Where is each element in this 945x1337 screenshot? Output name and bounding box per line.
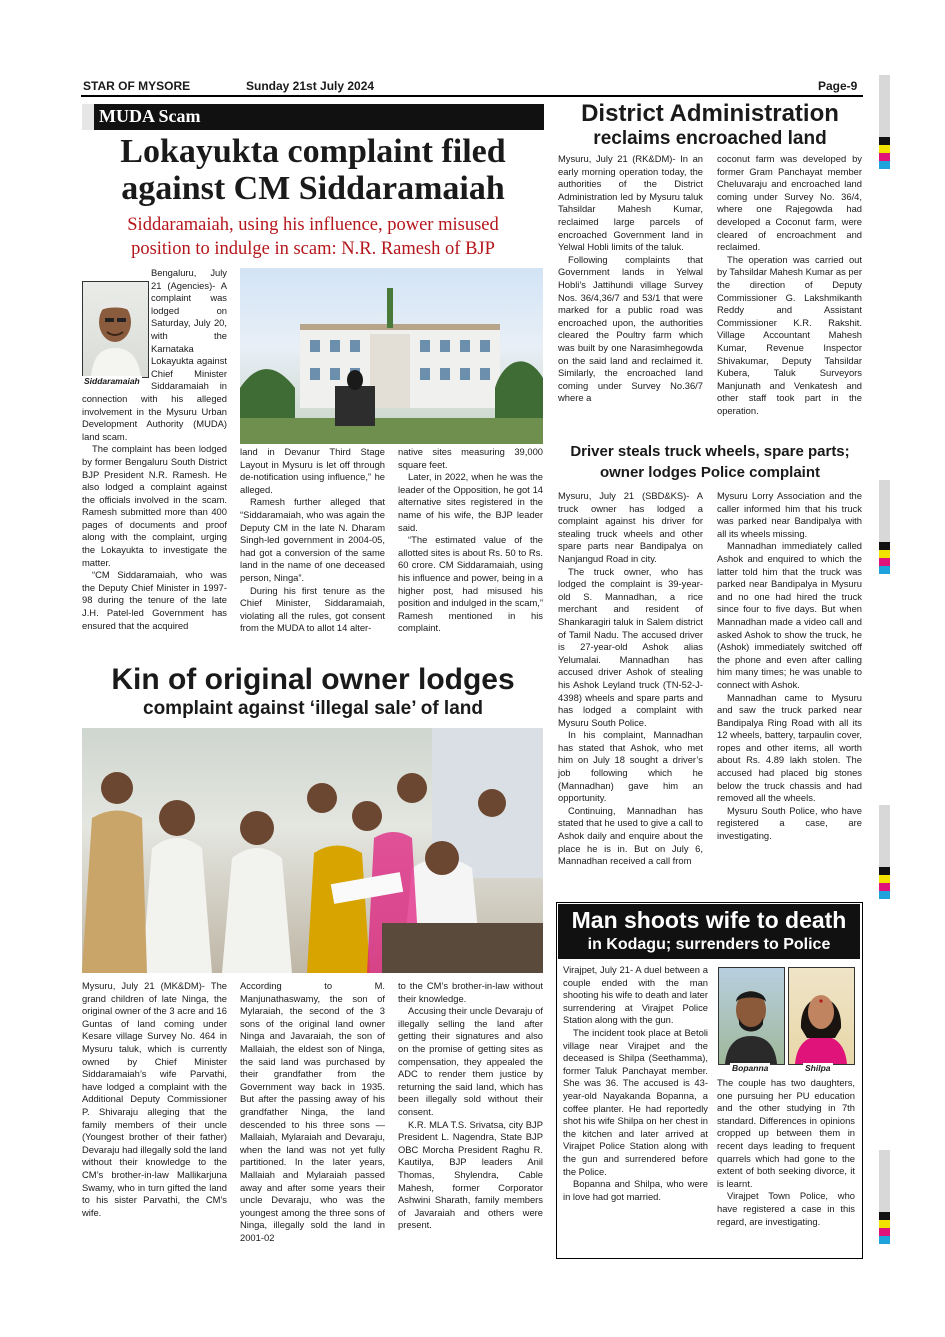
muda-subheadline	[80, 213, 546, 261]
muda-subheadline-line1: Siddaramaiah, using his influence, power misused	[127, 215, 499, 235]
kodagu-column-2	[717, 1077, 855, 1228]
district-col2-para2: The operation was carried out by Tahsildar Mahesh Kumar as per the direction of Deputy Commissioner G. Lakshmikanth Reddy and Assistant Commissioner K.R. Rakshit. Village Accountant Mahesh Kumar, Revenue Inspector Shivakumar, Deputy Tahsildar Kubera, Taluk Surveyors Manjunath and Venkatesh and other staff took part in the operation.	[717, 253, 862, 416]
muda-col1-para2: The complaint has been lodged by former Bengaluru South District BJP President N.R. Ramesh. He also lodged a complaint against the officials involved in the scam. Ramesh submitted more than 400 pages of documents and proof along with the complaint, urging the Lokayukta to investigate the matter.	[82, 443, 227, 568]
district-col2-para1: coconut farm was developed by former Gram Panchayat member Cheluvaraju and encroached land coming under Survey No. 36/4, where one Rajegowda had developed a Coconut farm, were cleared of encroachment and reclaimed.	[717, 153, 862, 253]
masthead-rule	[81, 95, 863, 97]
muda-col2-para2: Ramesh further alleged that “Siddaramaiah, who was again the Deputy CM in the late N. Dharam Singh-led government in 2004-05, had got a conversion of the same land in the name of one deceased person, Ninga”.	[240, 496, 385, 583]
driver-headline-line2: owner lodges Police complaint	[599, 464, 821, 481]
muda-column-2	[240, 446, 385, 635]
district-headline-line1: District Administration	[581, 100, 839, 127]
color-registration-strip-bottom	[879, 1150, 890, 1244]
driver-headline-line1: Driver steals truck wheels, spare parts;	[570, 443, 850, 460]
kin-column-2	[240, 980, 385, 1244]
muda-subheadline-line2: position to indulge in scam: N.R. Ramesh of BJP	[131, 239, 495, 259]
kodagu-col1-para1: Virajpet, July 21- A duel between a couple ended with the man shooting his wife to death and later surrendering at Virajpet Police Station along with the gun.	[563, 964, 708, 1026]
driver-column-2	[717, 490, 862, 843]
district-col1-para1: Mysuru, July 21 (RK&DM)- In an early morning operation today, the authorities of the District Administration led by Mysuru taluk Tahsildar Mahesh Kumar, reclaimed large parcels of encroached Government land in Yelwal Hobli limits of the taluk.	[558, 153, 703, 253]
kodagu-headline-bar	[558, 904, 860, 959]
kin-column-3	[398, 980, 543, 1232]
color-registration-strip-mid	[879, 480, 890, 574]
complaint-submission-photo	[82, 728, 543, 973]
kodagu-col2-para1: The couple has two daughters, one pursuing her PU education and the other studying in 7th standard. Differences in opinions cropped up between them in recent days leading to frequent quarrels which had gone to the extent of both seeking divorce, it is learnt.	[717, 1077, 855, 1189]
siddaramaiah-caption: Siddaramaiah	[84, 376, 140, 386]
shilpa-caption: Shilpa	[805, 1063, 831, 1073]
driver-column-1	[558, 490, 703, 868]
color-registration-strip-low	[879, 805, 890, 899]
district-column-2	[717, 153, 862, 417]
muda-col3-para2: Later, in 2022, when he was the leader of the Opposition, he got 14 alternative sites registered in the name of his wife, the BJP leader said.	[398, 471, 543, 533]
bopanna-photo	[718, 967, 785, 1065]
section-tag-bar	[82, 104, 544, 130]
section-tag: MUDA Scam	[99, 106, 201, 126]
issue-date: Sunday 21st July 2024	[246, 79, 375, 93]
district-headline	[556, 100, 864, 150]
color-registration-strip-top	[879, 75, 890, 169]
kodagu-column-1	[563, 964, 708, 1203]
muda-col1-para1: Bengaluru, July 21 (Agencies)- A complaint was lodged on Saturday, July 20, with the Karnataka Lokayukta against Chief Minister Siddaramaiah in connection with his alleged involvement in the Mysuru Urban Development Authority (MUDA) land scam.	[82, 267, 227, 442]
driver-col1-para3: In his complaint, Mannadhan has stated that Ashok, who met him on July 18 sought a driver’s job following which he (Mannadhan) gave him an opportunity.	[558, 729, 703, 804]
driver-col1-para2: The truck owner, who has lodged the complaint is 39-year-old S. Mannadhan, a rice merchant and resident of Shankaragiri taluk in Salem district of Tamil Nadu. The accused driver is 27-year-old Ashok alias Yelumalai. Mannadhan has accused driver Ashok of stealing his Ashok Leyland truck (TN-52-J-4398) wheels and spare parts and has lodged a complaint with Mysuru South Police.	[558, 565, 703, 728]
paper-name: STAR OF MYSORE	[83, 79, 191, 93]
kin-headline	[80, 663, 546, 721]
muda-col3-para3: “The estimated value of the allotted sites is about Rs. 50 to Rs. 60 crore. CM Siddaramaiah, using his influence and power, being in a higher post, had misused his position and indulged in the scam,” Ramesh mentioned in his complaint.	[398, 534, 543, 634]
kin-headline-line1: Kin of original owner lodges	[111, 663, 515, 696]
district-col1-para2: Following complaints that Government lands in Yelwal Hobli’s Jattihundi village Survey Nos. 36/4,36/7 and 53/1 that were marked for a public road was encroached upon, the authorities cleared the Poultry farm which was built by one Narasimhegowda on the said land and reclaimed it. Similarly, the encroached land coming under Survey No.36/7 where a	[558, 253, 703, 404]
kodagu-headline-line1: Man shoots wife to death	[571, 907, 847, 933]
muda-column-1	[82, 267, 227, 632]
muda-headline	[80, 133, 546, 207]
driver-col1-para1: Mysuru, July 21 (SBD&KS)- A truck owner has lodged a complaint against his driver for stealing truck wheels and other spare parts near Bandipalya on Nanjangud Road in city.	[558, 490, 703, 564]
driver-headline	[556, 441, 864, 483]
driver-col2-para3: Mannadhan came to Mysuru and saw the truck parked near Bandipalya Ring Road with all its 12 wheels, battery, tarpaulin cover, ropes and other items, all worth about Rs. 4.89 lakh stolen. The accused had placed big stones below the truck chassis and had removed all the wheels.	[717, 691, 862, 804]
muda-col3-para1: native sites measuring 39,000 square feet.	[398, 446, 543, 470]
kodagu-col1-para3: Bopanna and Shilpa, who were in love had got married.	[563, 1178, 708, 1202]
shilpa-photo	[788, 967, 855, 1065]
kodagu-col2-para2: Virajpet Town Police, who have registered a case in this regard, are investigating.	[717, 1190, 855, 1227]
muda-col2-para3: During his first tenure as the Chief Minister, Siddaramaiah, violating all the rules, got consent from the MUDA to allot 14 alter-	[240, 584, 385, 634]
district-column-1	[558, 153, 703, 405]
muda-headline-line1: Lokayukta complaint filed	[120, 133, 506, 170]
kin-column-1	[82, 980, 227, 1219]
kin-col3-para3: K.R. MLA T.S. Srivatsa, city BJP President L. Nagendra, State BJP OBC Morcha President Raghu R. Kautilya, BJP leaders Anil Thomas, Shylendra, Cable Mahesh, former Corporator Ashwini Sharath, family members of Javaraiah and others were present.	[398, 1118, 543, 1231]
driver-col1-para4: Continuing, Mannadhan has stated that he used to give a call to Ashok daily and enquire about the place he is in. But on July 6, Mannadhan received a call from	[558, 804, 703, 867]
driver-col2-para1: Mysuru Lorry Association and the caller informed him that his truck was parked near Bandipalya with all its wheels missing.	[717, 490, 862, 539]
driver-col2-para2: Mannadhan immediately called Ashok and enquired to which the latter told him that the truck was parked near Bandipalya in Mysuru and no one had hired the truck since four to five days. But when Mannadhan made a video call and asked Ashok to show the truck, he (Ashok) immediately switched off the phone and even after calling him many times; he was unable to connect with Ashok.	[717, 540, 862, 690]
page-number: Page-9	[818, 79, 858, 93]
driver-col2-para4: Mysuru South Police, who have registered a case, are investigating.	[717, 804, 862, 842]
government-building-photo	[240, 268, 543, 444]
kodagu-col1-para2: The incident took place at Betoli village near Virajpet and the deceased is Shilpa (Seethamma), former Taluk Panchayat member. She was 36. The accused is 43-year-old Nayakanda Bopanna, a coffee planter. He had reportedly shot his wife Shilpa on her chest in the kitchen and later arrived at Virajpet Police Station along with the gun and surrendered before the Police.	[563, 1026, 708, 1177]
muda-column-3	[398, 446, 543, 635]
kin-col3-para1: to the CM’s brother-in-law without their knowledge.	[398, 980, 543, 1004]
kodagu-headline-line2: in Kodagu; surrenders to Police	[587, 936, 831, 953]
kin-col2-para1: According to M. Manjunathaswamy, the son of Mylaraiah, the second of the 3 sons of the original land owner Ninga and Javaraiah, the son of Mallaiah, the eldest son of Ninga, the said land was purchased by their grandfather from the Government way back in 1935. But after the passing away of his grandfather Ninga, the land descended to his three sons — Mallaiah, Mylaraiah and Devaraju, when the land was not yet fully partitioned. In the later years, Mallaiah and Mylaraiah passed away and after some years their uncle Devaraju, who was the youngest among the three sons of Ninga, illegally sold the land in 2001-02	[240, 980, 385, 1243]
bopanna-caption: Bopanna	[732, 1063, 769, 1073]
muda-col1-para3: “CM Siddaramaiah, who was the Deputy Chief Minister in 1997-98 during the tenure of the late J.H. Patel-led Government has ensured that the acquired	[82, 569, 227, 631]
kin-col3-para2: Accusing their uncle Devaraju of illegally selling the land after getting their signatures and also on the promise of getting sites as compensation, they appealed the ADC to render them justice by returning the said land, which has been illegally sold without their consent.	[398, 1005, 543, 1117]
muda-headline-line2: against CM Siddaramaiah	[121, 170, 505, 207]
kin-col1-para1: Mysuru, July 21 (MK&DM)- The grand children of late Ninga, the original owner of the 3 acre and 16 Guntas of land coming under Kesare village Survey No. 464 in Mysuru taluk, which is currently owned by Chief Minister Siddaramaiah’s wife Parvathi, have lodged a complaint with the Additional Deputy Commissioner P. Shivaraju alleging that the family members of their uncle (Youngest brother of their father) Devaraju had illegally sold the land without their knowledge to the CM’s brother-in-law Mallikarjuna Swamy, who in turn gifted the land to his sister Parvathi, the CM’s wife.	[82, 980, 227, 1218]
muda-col2-para1: land in Devanur Third Stage Layout in Mysuru is let off through de-notification using influence,” he alleged.	[240, 446, 385, 495]
kin-headline-line2: complaint against ‘illegal sale’ of land	[143, 698, 483, 719]
district-headline-line2: reclaims encroached land	[593, 128, 827, 149]
